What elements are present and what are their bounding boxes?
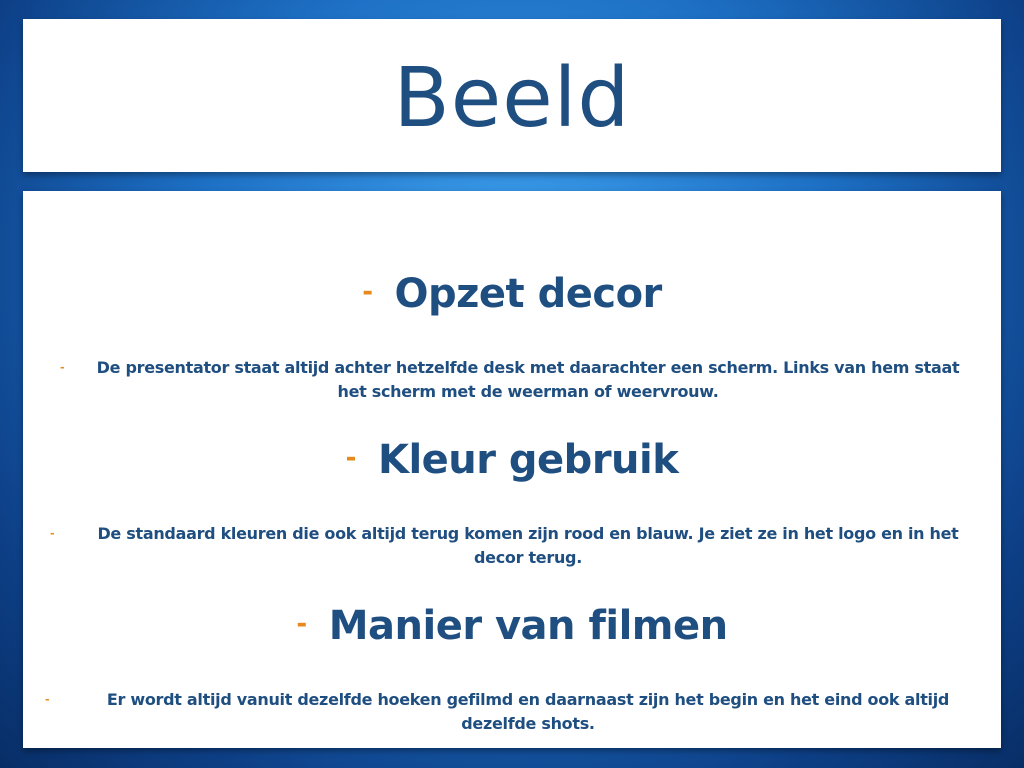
- sub-bullet-dash: -: [45, 693, 50, 706]
- section-text-kleur-gebruik: De standaard kleuren die ook altijd terug komen zijn rood en blauw. Je ziet ze in het logo en in het decor terug.: [97, 524, 959, 567]
- bullet-dash: -: [362, 277, 373, 307]
- section-heading-kleur-gebruik: [23, 437, 1001, 483]
- section-text-manier-van-filmen: Er wordt altijd vanuit dezelfde hoeken gefilmd en daarnaast zijn het begin en het eind ook altijd dezelfde shots.: [106, 690, 950, 733]
- content-placeholder: [23, 191, 1001, 748]
- heading-text: Kleur gebruik: [377, 437, 679, 483]
- bullet-dash: -: [296, 609, 307, 639]
- section-text-opzet-decor: De presentator staat altijd achter hetzelfde desk met daarachter een scherm. Links van hem staat het scherm met de weerman of weervrouw.: [96, 358, 960, 401]
- section-heading-manier-van-filmen: [23, 603, 1001, 649]
- sub-bullet-dash: -: [60, 361, 65, 374]
- title-placeholder: [23, 19, 1001, 172]
- slide-title: Beeld: [393, 51, 631, 146]
- sub-bullet-dash: -: [50, 527, 55, 540]
- heading-text: Manier van filmen: [328, 603, 728, 649]
- section-heading-opzet-decor: [23, 271, 1001, 317]
- bullet-dash: -: [345, 443, 356, 473]
- heading-text: Opzet decor: [394, 271, 662, 317]
